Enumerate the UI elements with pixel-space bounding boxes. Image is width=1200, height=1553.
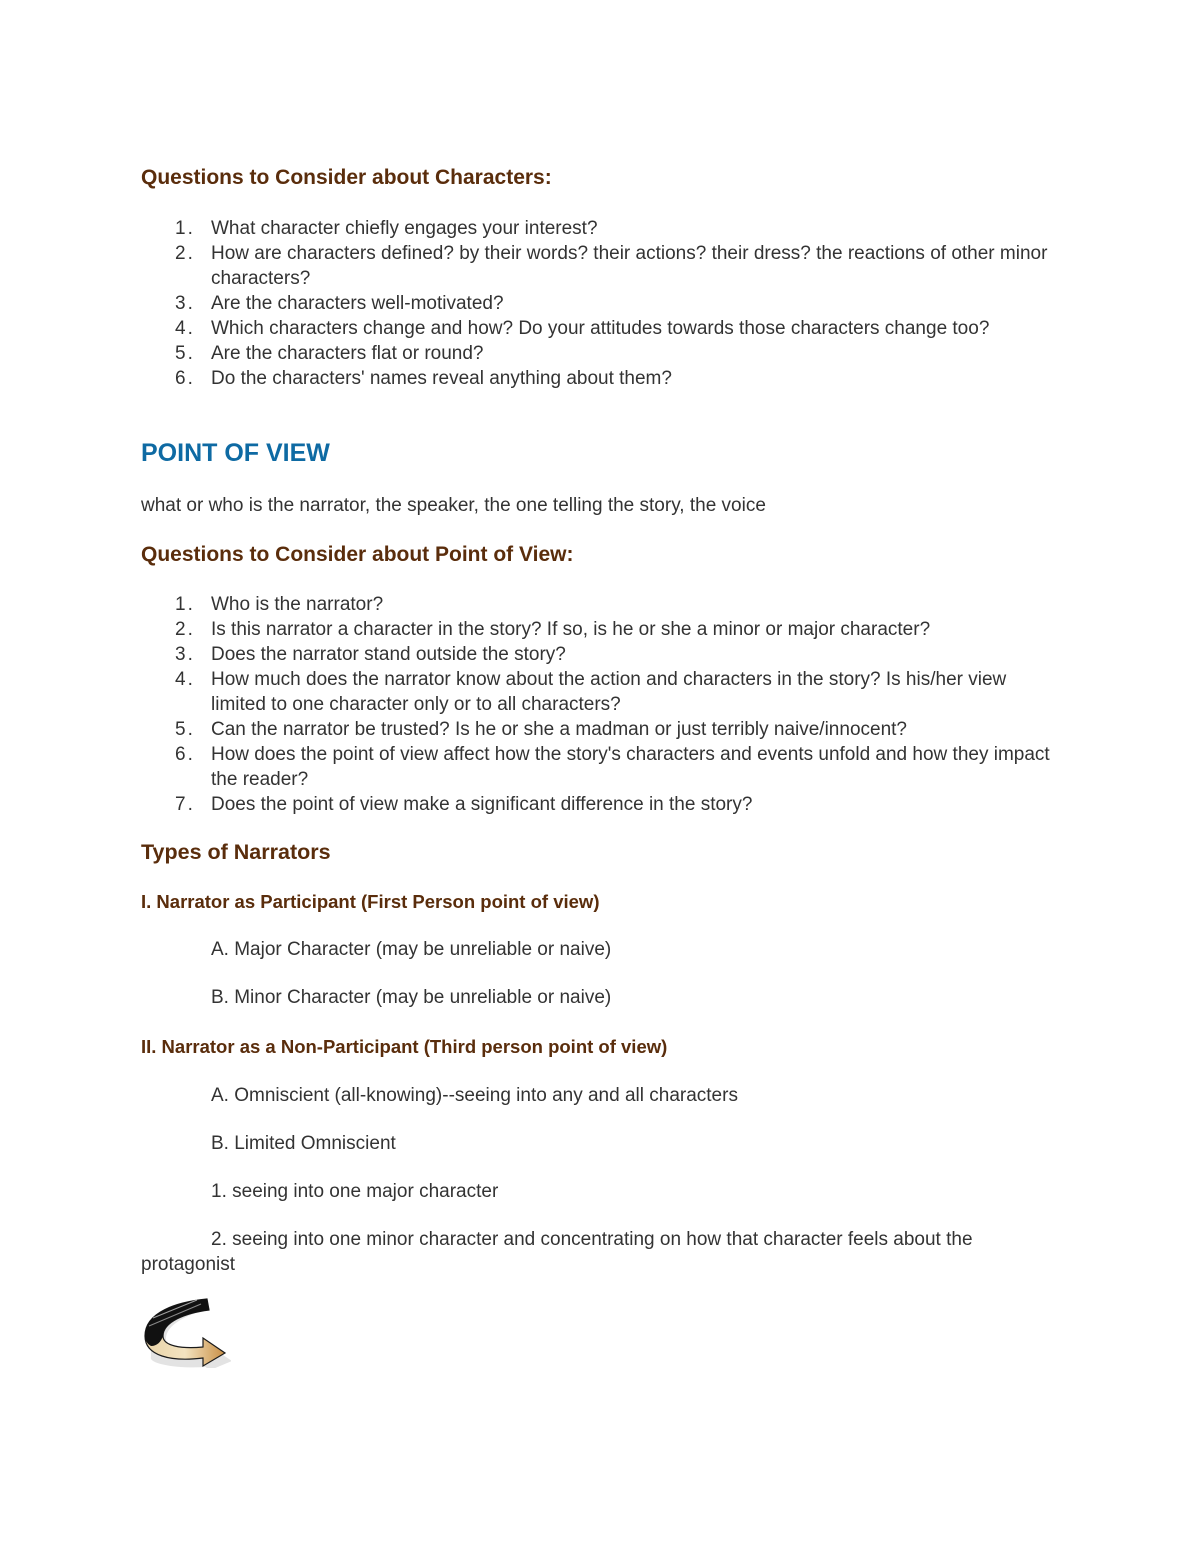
participant-heading: I. Narrator as Participant (First Person point of view)	[141, 891, 600, 912]
list-number: 2.	[175, 243, 195, 264]
pov-questions-heading: Questions to Consider about Point of View:	[141, 543, 574, 566]
list-item-text: Who is the narrator?	[211, 594, 384, 615]
list-item-text: Does the narrator stand outside the story?	[211, 644, 566, 665]
pov-questions-list	[141, 592, 1061, 817]
list-item	[141, 216, 1061, 241]
non-participant-item-b: B. Limited Omniscient	[211, 1133, 396, 1154]
list-item	[141, 717, 1061, 742]
list-item	[141, 316, 1061, 341]
non-participant-item-a: A. Omniscient (all-knowing)--seeing into any and all characters	[211, 1085, 738, 1106]
list-number: 5.	[175, 719, 195, 740]
point-of-view-definition: what or who is the narrator, the speaker, the one telling the story, the voice	[141, 495, 766, 516]
list-item	[141, 792, 1061, 817]
list-number: 3.	[175, 644, 195, 665]
list-item-text: Do the characters' names reveal anything about them?	[211, 368, 672, 389]
types-of-narrators-heading: Types of Narrators	[141, 840, 331, 864]
list-number: 1.	[175, 594, 195, 615]
list-item-text: How much does the narrator know about the action and characters in the story? Is his/her view limited to one character only or to all characters?	[211, 669, 1007, 715]
list-number: 2.	[175, 619, 195, 640]
list-item-text: Which characters change and how? Do your attitudes towards those characters change too?	[211, 318, 990, 339]
list-item	[141, 291, 1061, 316]
list-item-text: Can the narrator be trusted? Is he or she a madman or just terribly naive/innocent?	[211, 719, 907, 740]
list-number: 1.	[175, 218, 195, 239]
list-number: 4.	[175, 318, 195, 339]
non-participant-heading: II. Narrator as a Non-Participant (Third person point of view)	[141, 1036, 668, 1057]
list-item	[141, 642, 1061, 667]
participant-item-a: A. Major Character (may be unreliable or naive)	[211, 939, 612, 960]
list-item-text: Does the point of view make a significant difference in the story?	[211, 794, 753, 815]
list-item	[141, 742, 1061, 792]
list-number: 6.	[175, 368, 195, 389]
list-item-text: Are the characters well-motivated?	[211, 293, 504, 314]
list-item-text: How are characters defined? by their words? their actions? their dress? the reactions of other minor characters?	[211, 243, 1048, 289]
non-participant-item-b2: 2. seeing into one minor character and concentrating on how that character feels about the protagonist	[141, 1229, 973, 1275]
non-participant-item-b1: 1. seeing into one major character	[211, 1181, 499, 1202]
curved-return-arrow-icon	[141, 1296, 231, 1368]
list-item-text: Is this narrator a character in the story? If so, is he or she a minor or major character?	[211, 619, 931, 640]
list-number: 3.	[175, 293, 195, 314]
participant-item-b: B. Minor Character (may be unreliable or naive)	[211, 987, 612, 1008]
list-item	[141, 366, 1061, 391]
list-item-text: What character chiefly engages your interest?	[211, 218, 598, 239]
characters-questions-heading: Questions to Consider about Characters:	[141, 166, 552, 189]
list-number: 4.	[175, 669, 195, 690]
list-number: 7.	[175, 794, 195, 815]
list-item	[141, 592, 1061, 617]
list-item	[141, 617, 1061, 642]
list-item-text: How does the point of view affect how the story's characters and events unfold and how they impact the reader?	[211, 744, 1050, 790]
list-item	[141, 667, 1061, 717]
list-item	[141, 341, 1061, 366]
point-of-view-title: POINT OF VIEW	[141, 439, 330, 467]
list-number: 5.	[175, 343, 195, 364]
list-number: 6.	[175, 744, 195, 765]
characters-questions-list	[141, 216, 1061, 391]
list-item-text: Are the characters flat or round?	[211, 343, 484, 364]
document-page	[141, 0, 1061, 1553]
list-item	[141, 241, 1061, 291]
